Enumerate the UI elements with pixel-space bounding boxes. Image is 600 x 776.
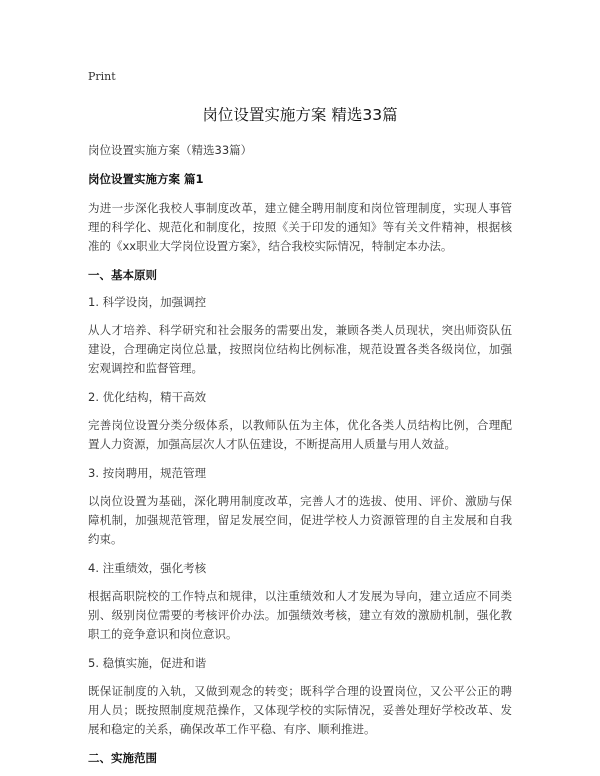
principle-3 xyxy=(88,465,512,549)
principle-2 xyxy=(88,389,512,454)
page-title: 岗位设置实施方案 精选33篇 xyxy=(202,106,398,124)
principle-text: 从人才培养、科学研究和社会服务的需要出发，兼顾各类人员现状，突出师资队伍建设，合理确定岗位总量，按照岗位结构比例标准，规范设置各类各级岗位，加强宏观调控和监督管理。 xyxy=(88,323,512,375)
principle-text: 既保证制度的入轨，又做到观念的转变；既科学合理的设置岗位，又公平公正的聘用人员；既按照制度规范操作，又体现学校的实际情况，妥善处理好学校改革、发展和稳定的关系，确保改革工作平稳、有序、顺利推进。 xyxy=(88,684,512,736)
principle-1 xyxy=(88,294,512,378)
principle-heading: 4. 注重绩效，强化考核 xyxy=(88,561,207,575)
principle-heading: 3. 按岗聘用，规范管理 xyxy=(88,466,207,480)
principle-text: 以岗位设置为基础，深化聘用制度改革，完善人才的选拔、使用、评价、激励与保障机制，加强规范管理，留足发展空间，促进学校人力资源管理的自主发展和自我约束。 xyxy=(88,494,512,546)
part2-heading: 二、实施范围 xyxy=(88,751,157,765)
principle-5 xyxy=(88,655,512,739)
principle-heading: 5. 稳慎实施，促进和谐 xyxy=(88,656,207,670)
part1-heading: 一、基本原则 xyxy=(88,268,157,282)
print-link[interactable]: Print xyxy=(88,70,116,83)
intro-paragraph: 为进一步深化我校人事制度改革，建立健全聘用制度和岗位管理制度，实现人事管理的科学化、规范化和制度化，按照《关于印发的通知》等有关文件精神，根据核准的《xx职业大学岗位设置方案》，结合我校实际情况，特制定本办法。 xyxy=(88,201,512,253)
principle-heading: 2. 优化结构，精干高效 xyxy=(88,390,207,404)
principle-text: 根据高职院校的工作特点和规律，以注重绩效和人才发展为导向，建立适应不同类别、级别岗位需要的考核评价办法。加强绩效考核，建立有效的激励机制，强化教职工的竞争意识和岗位意识。 xyxy=(88,589,512,641)
principle-heading: 1. 科学设岗，加强调控 xyxy=(88,295,207,309)
document-subtitle: 岗位设置实施方案（精选33篇） xyxy=(88,143,253,157)
section-title: 岗位设置实施方案 篇1 xyxy=(88,172,204,186)
principle-4 xyxy=(88,560,512,644)
principle-text: 完善岗位设置分类分级体系，以教师队伍为主体，优化各类人员结构比例，合理配置人力资源，加强高层次人才队伍建设，不断提高用人质量与用人效益。 xyxy=(88,418,512,451)
